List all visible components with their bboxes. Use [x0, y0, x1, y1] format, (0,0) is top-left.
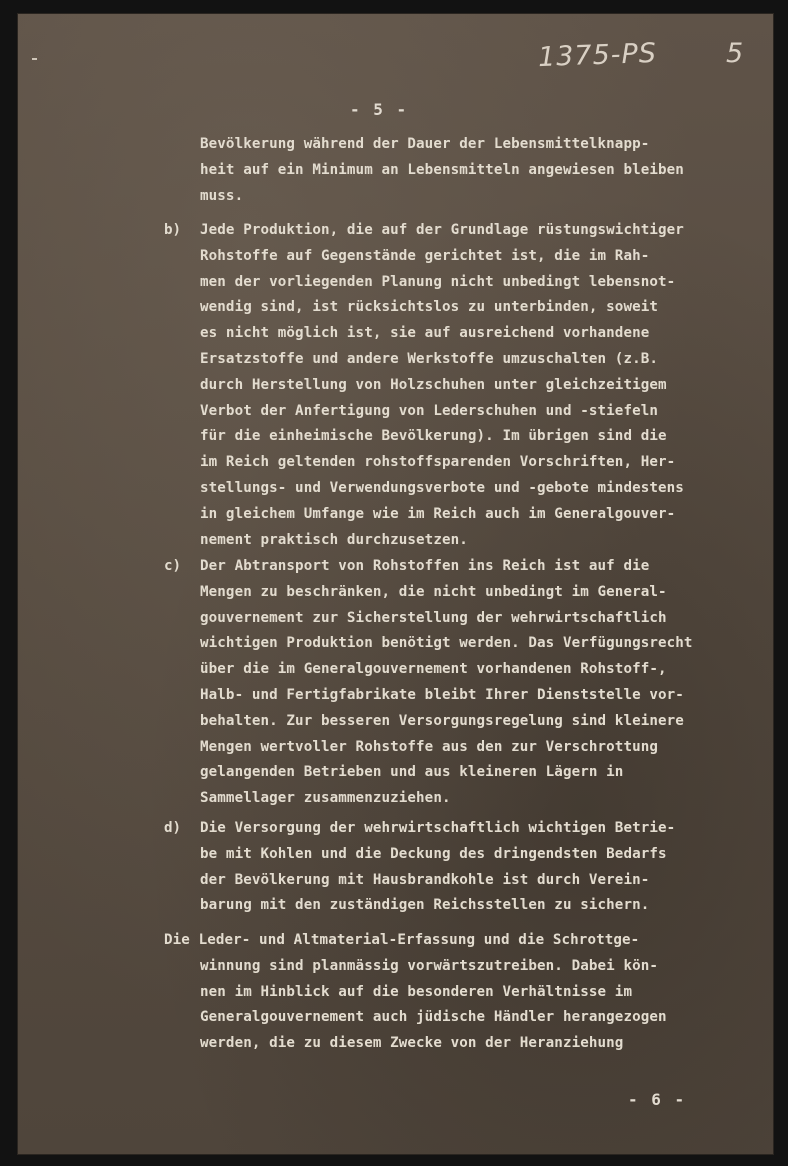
text-line: Halb- und Fertigfabrikate bleibt Ihrer Dienststelle vor-	[200, 686, 684, 703]
text-line: Verbot der Anfertigung von Lederschuhen und -stiefeln	[200, 402, 659, 419]
next-page-indicator: - 6 -	[628, 1090, 687, 1109]
text-line: nement praktisch durchzusetzen.	[200, 531, 468, 548]
text-line: gouvernement zur Sicherstellung der wehrwirtschaftlich	[200, 609, 667, 626]
text-line: Der Abtransport von Rohstoffen ins Reich ist auf die	[200, 558, 650, 574]
text-line: heit auf ein Minimum an Lebensmitteln angewiesen bleiben	[200, 161, 684, 178]
text-line: barung mit den zuständigen Reichsstellen zu sichern.	[200, 897, 650, 914]
text-line: Ersatzstoffe und andere Werkstoffe umzuschalten (z.B.	[200, 350, 659, 367]
text-line: winnung sind planmässig vorwärtszutreiben. Dabei kön-	[200, 957, 659, 974]
text-line: behalten. Zur besseren Versorgungsregelung sind kleinere	[200, 712, 684, 729]
text-line: es nicht möglich ist, sie auf ausreichend vorhandene	[200, 325, 650, 342]
document-page	[18, 14, 773, 1154]
text-line: stellungs- und Verwendungsverbote und -gebote mindestens	[200, 479, 684, 496]
text-line: Mengen wertvoller Rohstoffe aus den zur Verschrottung	[200, 738, 659, 755]
text-line: Rohstoffe auf Gegenstände gerichtet ist, die im Rah-	[200, 247, 650, 264]
text-line: Bevölkerung während der Dauer der Lebensmittelknapp-	[200, 136, 650, 152]
text-line: gelangenden Betrieben und aus kleineren Lägern in	[200, 764, 624, 781]
text-line: be mit Kohlen und die Deckung des dringendsten Bedarfs	[200, 845, 667, 862]
text-line: Jede Produktion, die auf der Grundlage rüstungswichtiger	[200, 222, 684, 238]
text-line: Generalgouvernement auch jüdische Händler herangezogen	[200, 1009, 667, 1026]
item-c-paragraph	[200, 554, 693, 812]
text-line: für die einheimische Bevölkerung). Im übrigen sind die	[200, 428, 667, 445]
item-d-paragraph	[200, 816, 675, 919]
text-line: werden, die zu diesem Zwecke von der Heranziehung	[200, 1035, 624, 1052]
text-line: wichtigen Produktion benötigt werden. Das Verfügungsrecht	[200, 635, 693, 652]
text-line: der Bevölkerung mit Hausbrandkohle ist durch Verein-	[200, 871, 650, 888]
archive-stamp: 1375-PS	[537, 37, 658, 74]
item-c-label: c)	[164, 558, 182, 574]
item-d-label: d)	[164, 820, 182, 836]
text-line: muss.	[200, 187, 244, 204]
text-line: nen im Hinblick auf die besonderen Verhältnisse im	[200, 983, 633, 1000]
text-line: über die im Generalgouvernement vorhandenen Rohstoff-,	[200, 661, 667, 678]
text-line: men der vorliegenden Planung nicht unbedingt lebensnot-	[200, 273, 676, 290]
text-line: Die Leder- und Altmaterial-Erfassung und die Schrottge-	[164, 932, 640, 948]
text-line: Mengen zu beschränken, die nicht unbedingt im General-	[200, 583, 667, 600]
edge-mark	[32, 58, 37, 60]
intro-paragraph	[200, 132, 684, 209]
item-b-paragraph	[200, 218, 684, 553]
page-number: - 5 -	[350, 100, 409, 119]
archive-stamp-page: 5	[726, 38, 744, 69]
text-line: in gleichem Umfange wie im Reich auch im Generalgouver-	[200, 505, 676, 522]
text-line: durch Herstellung von Holzschuhen unter gleichzeitigem	[200, 376, 667, 393]
text-line: Sammellager zusammenzuziehen.	[200, 790, 451, 807]
closing-paragraph	[164, 928, 667, 1057]
text-line: wendig sind, ist rücksichtslos zu unterbinden, soweit	[200, 299, 659, 316]
text-line: Die Versorgung der wehrwirtschaftlich wichtigen Betrie-	[200, 820, 676, 836]
text-line: im Reich geltenden rohstoffsparenden Vorschriften, Her-	[200, 454, 676, 471]
item-b-label: b)	[164, 222, 182, 238]
